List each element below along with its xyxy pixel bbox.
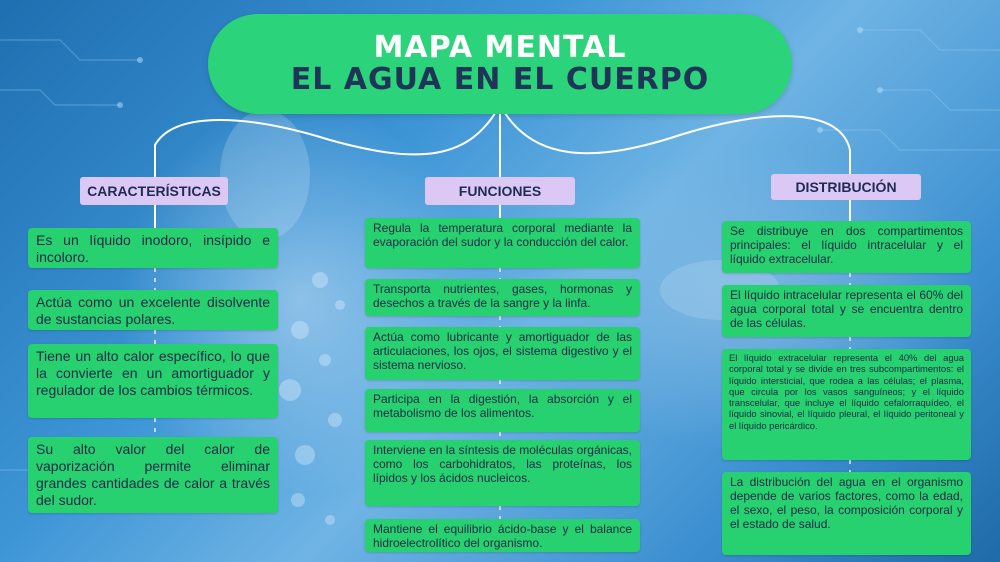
card-funciones-2: Transporta nutrientes, gases, hormonas y desechos a través de la sangre y la linfa. [365, 279, 640, 316]
title-line-2: EL AGUA EN EL CUERPO [290, 62, 710, 97]
card-caracteristicas-2: Actúa como un excelente disolvente de sustancias polares. [28, 290, 278, 330]
card-caracteristicas-4: Su alto valor del calor de vaporización permite eliminar grandes cantidades de calor a través del sudor. [28, 437, 278, 513]
card-funciones-4: Participa en la digestión, la absorción y el metabolismo de los alimentos. [365, 389, 640, 432]
heading-distribucion: DISTRIBUCIÓN [771, 174, 921, 200]
card-distribucion-2: El líquido intracelular representa el 60% del agua corporal total y se encuentra dentro de las células. [722, 285, 971, 337]
card-distribucion-3: El líquido extracelular representa el 40% del agua corporal total y se divide en tres subcompartimentos: el líquido intersticial, que rodea a las células; el plasma, que circula por los vasos sanguíneos; y el líquido transcelular, que incluye el líquido cefalorraquídeo, el líquido sinovial, el líquido pleural, el líquido peritoneal y el líquido pericárdico. [722, 349, 971, 460]
title-line-1: MAPA MENTAL [373, 30, 627, 65]
card-distribucion-4: La distribución del agua en el organismo depende de varios factores, como la edad, el sexo, el peso, la composición corporal y el estado de salud. [722, 472, 971, 555]
card-caracteristicas-1: Es un líquido inodoro, insípido e incoloro. [28, 228, 278, 268]
card-funciones-5: Interviene en la síntesis de moléculas orgánicas, como los carbohidratos, las proteínas, los lípidos y los ácidos nucleicos. [365, 440, 640, 506]
card-caracteristicas-3: Tiene un alto calor específico, lo que la convierte en un amortiguador y regulador de los cambios térmicos. [28, 344, 278, 418]
card-distribucion-1: Se distribuye en dos compartimentos principales: el líquido intracelular y el líquido extracelular. [722, 221, 971, 273]
heading-funciones: FUNCIONES [425, 177, 575, 205]
title-banner [208, 14, 792, 114]
card-funciones-6: Mantiene el equilibrio ácido-base y el balance hidroelectrolítico del organismo. [365, 519, 640, 552]
card-funciones-3: Actúa como lubricante y amortiguador de las articulaciones, los ojos, el sistema digestivo y el sistema nervioso. [365, 327, 640, 380]
heading-caracteristicas: CARACTERÍSTICAS [80, 177, 228, 205]
card-funciones-1: Regula la temperatura corporal mediante la evaporación del sudor y la conducción del calor. [365, 218, 640, 268]
